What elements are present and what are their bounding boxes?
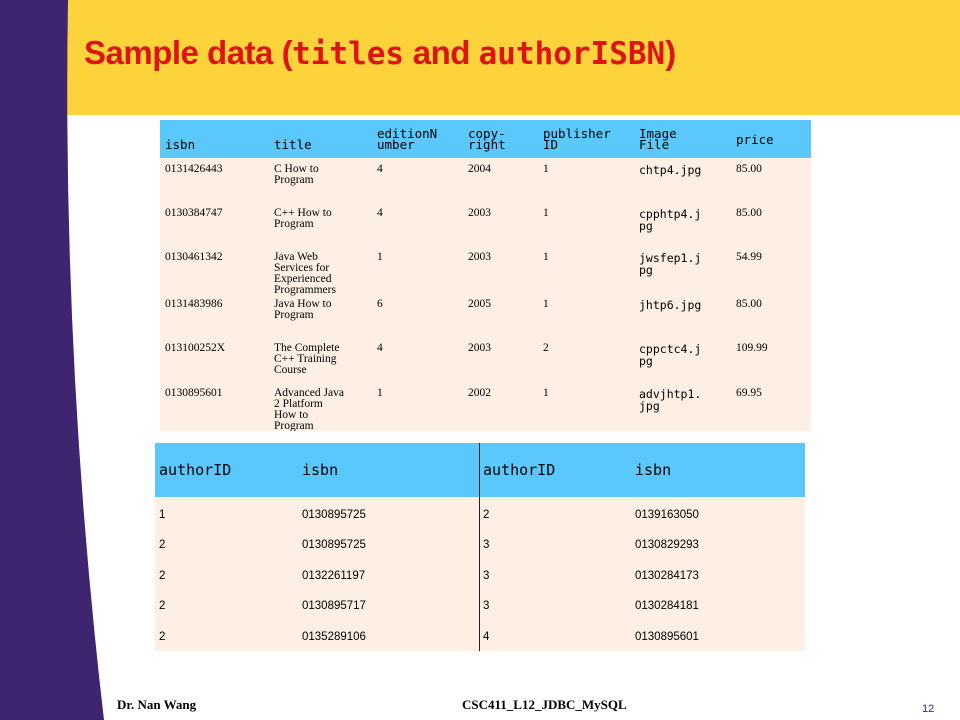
header-isbn-2: isbn — [635, 461, 672, 479]
cell-author-id-2: 2 — [483, 509, 490, 521]
cell-author-id: 1 — [159, 509, 166, 521]
header-publisher-id-line2: ID — [543, 137, 559, 152]
cell-price: 109.99 — [736, 342, 768, 354]
cell-publisher-id: 1 — [543, 387, 549, 399]
header-copyright-line2: right — [468, 137, 506, 152]
cell-isbn: 0130895717 — [302, 600, 366, 612]
cell-image-file: advjhtp1. — [639, 387, 702, 401]
cell-image-file: jpg — [639, 399, 660, 413]
header-price: price — [736, 132, 774, 147]
table-row — [160, 387, 811, 431]
cell-title: How to — [274, 409, 309, 421]
cell-author-id-2: 3 — [483, 570, 490, 582]
header-isbn: isbn — [302, 461, 339, 479]
cell-author-id: 2 — [159, 631, 166, 643]
header-copyright-line1: copy- — [468, 126, 506, 141]
cell-price: 69.95 — [736, 387, 762, 399]
cell-author-id: 2 — [159, 600, 166, 612]
cell-image-file: pg — [639, 263, 653, 277]
cell-image-file: chtp4.jpg — [639, 163, 702, 177]
cell-copyright: 2004 — [468, 163, 491, 175]
cell-image-file: jwsfep1.j — [639, 251, 702, 265]
cell-title: The Complete — [274, 342, 340, 354]
cell-title: C++ Training — [274, 353, 337, 365]
author-isbn-table — [155, 443, 805, 651]
cell-image-file: pg — [639, 219, 653, 233]
left-bar — [0, 0, 64, 720]
cell-author-id: 2 — [159, 570, 166, 582]
cell-isbn: 0131483986 — [165, 298, 223, 310]
cell-isbn: 0130895725 — [302, 509, 366, 521]
cell-price: 85.00 — [736, 298, 762, 310]
cell-title: Services for — [274, 262, 330, 274]
header-isbn: isbn — [165, 137, 196, 152]
table-row — [155, 570, 805, 586]
cell-publisher-id: 1 — [543, 207, 549, 219]
header-image-file-line2: File — [639, 137, 670, 152]
table-row — [160, 343, 811, 383]
cell-image-file: jhtp6.jpg — [639, 298, 702, 312]
header-edition-number-line2: umber — [377, 137, 415, 152]
cell-price: 54.99 — [736, 251, 762, 263]
cell-title: Java Web — [274, 251, 318, 263]
header-edition-number-line1: editionN — [377, 126, 438, 141]
cell-title: Program — [274, 174, 314, 186]
cell-price: 85.00 — [736, 163, 762, 175]
cell-edition-number: 6 — [377, 298, 383, 310]
cell-image-file: pg — [639, 354, 653, 368]
table-row — [155, 539, 805, 555]
cell-edition-number: 4 — [377, 342, 383, 354]
cell-edition-number: 4 — [377, 207, 383, 219]
cell-title: Programmers — [274, 284, 336, 296]
cell-isbn: 0130895725 — [302, 539, 366, 551]
cell-copyright: 2003 — [468, 342, 491, 354]
header-image-file-line1: Image — [639, 126, 677, 141]
cell-isbn: 0135289106 — [302, 631, 366, 643]
cell-title: Java How to — [274, 298, 332, 310]
cell-isbn-2: 0130895601 — [635, 631, 699, 643]
cell-isbn-2: 0130829293 — [635, 539, 699, 551]
cell-title: Program — [274, 218, 314, 230]
table-row — [160, 164, 811, 204]
author-table-header — [155, 443, 805, 497]
cell-title: 2 Platform — [274, 398, 323, 410]
table-row — [160, 251, 811, 296]
cell-edition-number: 4 — [377, 163, 383, 175]
decorative-curve — [64, 0, 124, 720]
header-publisher-id-line1: publisher — [543, 126, 611, 141]
header-author-id-2: authorID — [483, 461, 556, 479]
cell-title: C How to — [274, 163, 319, 175]
cell-title: Program — [274, 309, 314, 321]
titles-table — [160, 120, 811, 431]
footer-course: CSC411_L12_JDBC_MySQL — [462, 697, 627, 712]
cell-copyright: 2002 — [468, 387, 491, 399]
cell-author-id-2: 3 — [483, 539, 490, 551]
cell-title: Course — [274, 364, 307, 376]
cell-isbn: 0132261197 — [302, 570, 366, 582]
cell-image-file: cppctc4.j — [639, 342, 702, 356]
table-row — [160, 208, 811, 248]
table-row — [155, 509, 805, 525]
cell-isbn-2: 0139163050 — [635, 509, 699, 521]
cell-author-id: 2 — [159, 539, 166, 551]
header-title: title — [274, 137, 312, 152]
cell-price: 85.00 — [736, 207, 762, 219]
cell-isbn-2: 0130284173 — [635, 570, 699, 582]
cell-publisher-id: 1 — [543, 298, 549, 310]
page-number: 12 — [922, 703, 935, 715]
table-row — [160, 299, 811, 339]
cell-copyright: 2003 — [468, 207, 491, 219]
footer-author: Dr. Nan Wang — [117, 697, 197, 712]
cell-publisher-id: 2 — [543, 342, 549, 354]
cell-publisher-id: 1 — [543, 163, 549, 175]
cell-title: Experienced — [274, 273, 332, 285]
cell-author-id-2: 3 — [483, 600, 490, 612]
cell-isbn: 0130384747 — [165, 207, 223, 219]
cell-title: Advanced Java — [274, 387, 344, 399]
header-author-id: authorID — [159, 461, 232, 479]
cell-isbn: 0130895601 — [165, 387, 223, 399]
table-row — [155, 600, 805, 616]
cell-copyright: 2003 — [468, 251, 491, 263]
cell-copyright: 2005 — [468, 298, 491, 310]
cell-image-file: cpphtp4.j — [639, 207, 702, 221]
cell-edition-number: 1 — [377, 387, 383, 399]
cell-title: C++ How to — [274, 207, 332, 219]
table-row — [155, 631, 805, 647]
cell-publisher-id: 1 — [543, 251, 549, 263]
cell-edition-number: 1 — [377, 251, 383, 263]
cell-title: Program — [274, 420, 314, 431]
cell-isbn: 0130461342 — [165, 251, 223, 263]
cell-isbn-2: 0130284181 — [635, 600, 699, 612]
slide-title: Sample data (titles and authorISBN) — [84, 34, 676, 72]
cell-isbn: 0131426443 — [165, 163, 223, 175]
cell-isbn: 013100252X — [165, 342, 226, 354]
cell-author-id-2: 4 — [483, 631, 490, 643]
